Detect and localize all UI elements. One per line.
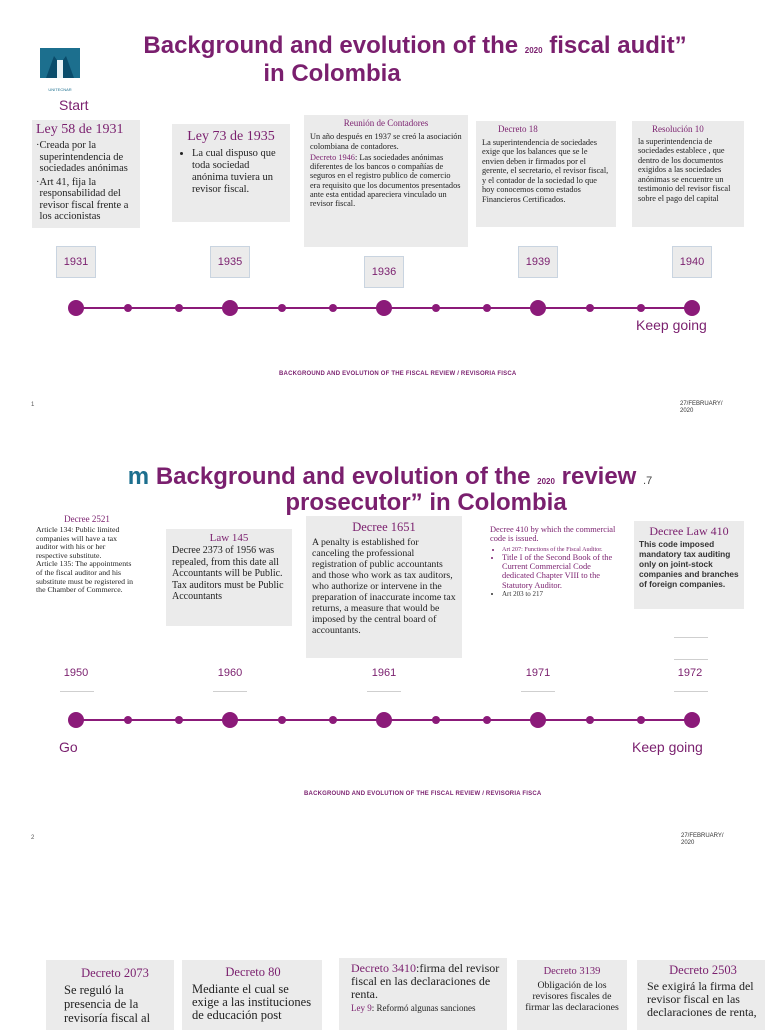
card-title: Decree 2521 — [64, 514, 110, 524]
bullet-row: · Art 41, fija la responsabilidad del revisor fiscal frente a los accionistas — [36, 177, 136, 223]
logo-text: UNITECNAR — [48, 87, 72, 92]
card-title: Decreto 18 — [498, 124, 538, 134]
card-title: Ley 73 de 1935 — [187, 129, 275, 144]
year-1940: 1940 — [672, 246, 712, 278]
card-decree-1651 — [306, 516, 462, 658]
timeline-dot — [329, 304, 337, 312]
card-list — [178, 148, 284, 196]
card-decreto-3410 — [339, 958, 507, 1030]
ley-9-label: Ley 9 — [351, 1003, 372, 1013]
date-line: 2020 — [680, 408, 694, 414]
date-line: 27/FEBRUARY/ — [680, 401, 723, 407]
card-text: A penalty is established for canceling the professional registration of public accountants and those who work as tax auditors, who authorize or intervene in the preparation of inaccurate income tax returns, a measure that would be imposed by the central board of accountants. — [312, 537, 456, 636]
bullet-text: • La cual dispuso que toda sociedad anónima tuviera un revisor fiscal. — [192, 148, 284, 196]
tick-line — [674, 691, 708, 692]
date-line: 2020 — [681, 840, 695, 846]
timeline-dot-1971 — [530, 712, 546, 728]
timeline-dot — [637, 304, 645, 312]
card-text: la superintendencia de sociedades establece , que dentro de los documentos exigidos a las sociedades anónimas se encuentre un testimonio del revisor fiscal sobre el pago del capital — [638, 136, 731, 203]
card-text-2: Tax auditors must be Public Accountants — [172, 579, 284, 602]
card-text: Obligación de los revisores fiscales de firmar las declaraciones — [525, 980, 619, 1013]
bullet-text: Art 41, fija la responsabilidad del revisor fiscal frente a los accionistas — [39, 176, 129, 222]
date-line: 27/FEBRUARY/ — [681, 833, 724, 839]
tick-line — [60, 691, 94, 692]
card-law-145 — [166, 529, 292, 626]
decreto-1946-text: : Las sociedades anónimas diferentes de los bancos o compañías de seguros en el registro publico de comercio era requisito que los documentos presentados ante esta entidad apareciera vinculado un revisor fiscal. — [310, 152, 461, 209]
bullet-text: Creada por la superintendencia de sociedades anónimas — [39, 140, 128, 174]
card-text: La superintendencia de sociedades exige que los balances que se le envien deben ir firmados por el gerente, el secretario, el revisor fiscal, y el contador de la sociedad lo que hoy conocemos como estados Financieros Certificados. — [482, 137, 609, 204]
card-resolucion-10 — [632, 121, 744, 227]
card-text: Se exigirá la firma del revisor fiscal en las declaraciones de renta, — [647, 979, 757, 1019]
card-title: Decreto 3139 — [543, 966, 601, 977]
card-text-2: Article 135: The appointments of the fiscal auditor and his substitute must be registered in the Chamber of Commerce. — [36, 559, 134, 595]
tick-line — [213, 691, 247, 692]
card-text: Mediante el cual se exige a las instituciones de educación post — [192, 982, 312, 1022]
card-text-2 — [310, 153, 462, 209]
timeline-dot — [637, 716, 645, 724]
timeline-dot — [175, 716, 183, 724]
card-title: Decreto 2503 — [669, 963, 737, 977]
bullet-text: • Art 207: Functions of the Fiscal Auditor. — [502, 546, 620, 553]
slide2-title-part-b: review — [561, 463, 637, 490]
slide2-date — [681, 833, 724, 847]
card-text: Se reguló la presencia de la revisoría fiscal al — [64, 983, 151, 1025]
card-title — [351, 962, 501, 1001]
slide1-date — [680, 401, 723, 415]
year-1935: 1935 — [210, 246, 250, 278]
slide1-title-sup: 2020 — [524, 46, 543, 55]
timeline-dot-1939 — [530, 300, 546, 316]
timeline-dot — [483, 716, 491, 724]
card-ley-73 — [172, 124, 290, 222]
tick-line — [367, 691, 401, 692]
timeline-dot-1961 — [376, 712, 392, 728]
timeline-dot-1950 — [68, 712, 84, 728]
timeline-dot — [432, 304, 440, 312]
slide2-title-line2: prosecutor” in Colombia — [285, 489, 567, 516]
card-text: Un año después en 1937 se creó la asociación colombiana de contadores. — [310, 132, 462, 151]
timeline-dot — [175, 304, 183, 312]
timeline-dot — [278, 304, 286, 312]
timeline-dot — [329, 716, 337, 724]
slide2-title-m: m — [127, 463, 150, 490]
card-title: Reunión de Contadores — [343, 118, 429, 128]
year-1971: 1971 — [525, 667, 551, 679]
card-title: Decree 1651 — [352, 520, 416, 534]
bullet-row: · Creada por la superintendencia de sociedades anónimas — [36, 140, 136, 175]
decreto-1946-label: Decreto 1946 — [310, 152, 355, 162]
keep-going-label: Keep going — [632, 739, 703, 755]
timeline-dot — [124, 716, 132, 724]
card-list — [490, 546, 620, 600]
year-1931: 1931 — [56, 246, 96, 278]
card-text: This code imposed mandatory tax auditing only on joint-stock companies and branches of foreign companies. — [639, 539, 739, 589]
slide2-title-sup: 2020 — [537, 477, 555, 486]
tick-line — [674, 659, 708, 660]
timeline-dot — [432, 716, 440, 724]
card-text: Article 134: Public limited companies will have a tax auditor with his or her respective substitute. — [36, 525, 120, 560]
logo-icon — [38, 46, 82, 90]
ley-9-text: : Reformó algunas sanciones — [371, 1003, 476, 1013]
card-decree-410 — [490, 525, 620, 599]
timeline-dot-1940 — [684, 300, 700, 316]
year-1961: 1961 — [371, 667, 397, 679]
card-decreto-80 — [182, 960, 322, 1030]
card-title: Decreto 2073 — [81, 966, 149, 980]
slide1-title-part-a: Background and evolution of the — [143, 32, 519, 59]
year-1960: 1960 — [217, 667, 243, 679]
card-ley-58 — [32, 120, 140, 228]
card-decree-2521 — [36, 514, 138, 595]
bullet-text: • Title I of the Second Book of the Current Commercial Code dedicated Chapter VIII to the Statutory Auditor. — [502, 553, 620, 590]
card-decreto-18 — [476, 121, 616, 227]
card-decree-law-410 — [634, 521, 744, 609]
card-title: Law 145 — [209, 532, 249, 544]
decreto-3410-label: Decreto 3410 — [351, 961, 416, 975]
timeline-dot — [586, 716, 594, 724]
slide1-title-part-b: fiscal audit” — [549, 32, 687, 59]
slide1-footer: BACKGROUND AND EVOLUTION OF THE FISCAL REVIEW / REVISORIA FISCA — [279, 371, 517, 377]
card-decreto-2073 — [46, 960, 174, 1030]
card-title: Resolución 10 — [652, 124, 704, 134]
timeline-dot-1936 — [376, 300, 392, 316]
timeline-dot — [124, 304, 132, 312]
tick-line — [674, 637, 708, 638]
timeline-dot — [586, 304, 594, 312]
slide2-title-part-a: Background and evolution of the — [155, 463, 531, 490]
slide1-title-line2: in Colombia — [263, 60, 401, 87]
timeline-dot — [483, 304, 491, 312]
card-decreto-3139 — [517, 960, 627, 1030]
slide2-footer: BACKGROUND AND EVOLUTION OF THE FISCAL REVIEW / REVISORIA FISCA — [304, 791, 542, 797]
slide1-page-number: 1 — [31, 402, 35, 408]
start-label: Start — [59, 97, 89, 113]
slide2-page-number: 2 — [31, 835, 35, 841]
year-1939: 1939 — [518, 246, 558, 278]
card-decreto-2503 — [637, 960, 765, 1030]
card-title: Decreto 80 — [225, 965, 281, 979]
timeline-dot — [278, 716, 286, 724]
card-text: Decree 410 by which the commercial code is issued. — [490, 525, 616, 544]
year-1950: 1950 — [63, 667, 89, 679]
year-1972: 1972 — [677, 667, 703, 679]
tick-line — [521, 691, 555, 692]
timeline-dot-1935 — [222, 300, 238, 316]
card-reunion-contadores — [304, 115, 468, 247]
card-text — [351, 1003, 501, 1013]
card-text: Decree 2373 of 1956 was repealed, from this date all Accountants will be Public. — [172, 545, 283, 579]
unitecnar-logo — [38, 46, 82, 90]
timeline-dot-1931 — [68, 300, 84, 316]
timeline-dot-1960 — [222, 712, 238, 728]
keep-going-label: Keep going — [636, 317, 707, 333]
card-title: Decree Law 410 — [649, 524, 729, 538]
slide2-title-suffix: .7 — [643, 475, 653, 487]
timeline-dot-1972 — [684, 712, 700, 728]
decreto-3410-text: :firma del revisor fiscal en las declaraciones de renta. — [351, 961, 500, 1001]
bullet-text: • Art 203 to 217 — [502, 590, 620, 599]
go-label: Go — [59, 739, 78, 755]
card-title: Ley 58 de 1931 — [36, 122, 124, 137]
year-1936: 1936 — [364, 256, 404, 288]
